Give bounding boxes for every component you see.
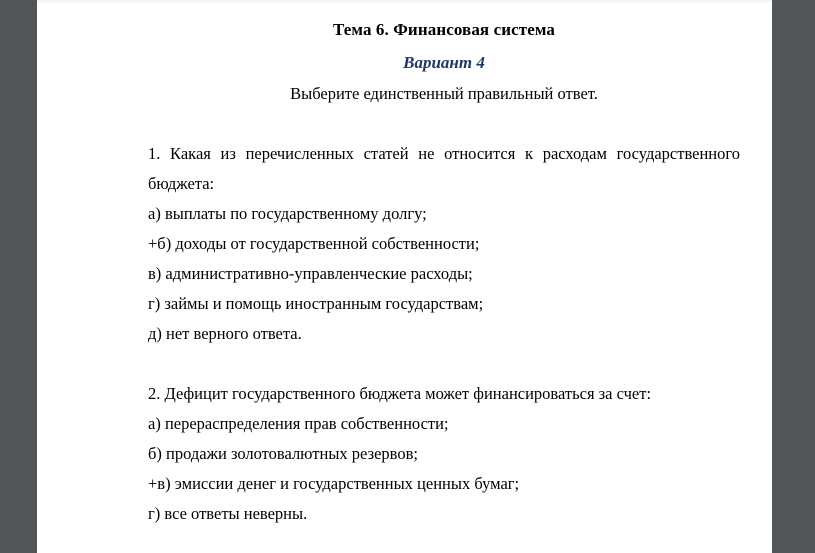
page-title: Тема 6. Финансовая система: [332, 20, 556, 39]
paragraph-spacer: [148, 349, 740, 379]
question-stem: 2. Дефицит государственного бюджета может финансироваться за счет:: [148, 384, 652, 403]
answer-option: д) нет верного ответа.: [148, 324, 302, 343]
document-page: [37, 0, 772, 553]
answer-option: а) перераспределения прав собственности;: [148, 414, 449, 433]
question-block: [148, 379, 740, 529]
question-block: [148, 139, 740, 349]
answer-option: в) административно-управленческие расходы;: [148, 264, 473, 283]
answer-option: а) выплаты по государственному долгу;: [148, 204, 427, 223]
answer-option: +в) эмиссии денег и государственных ценных бумаг;: [148, 474, 520, 493]
variant-heading: Вариант 4: [403, 53, 485, 72]
answer-option: +б) доходы от государственной собственности;: [148, 234, 480, 253]
question-stem: 1. Какая из перечисленных статей не относится к расходам государственного бюджета:: [148, 144, 740, 193]
answer-option: г) все ответы неверны.: [148, 504, 308, 523]
document-content: [148, 0, 740, 529]
answer-option: г) займы и помощь иностранным государствам;: [148, 294, 484, 313]
instruction-text: Выберите единственный правильный ответ.: [290, 84, 598, 103]
answer-option: б) продажи золотовалютных резервов;: [148, 444, 418, 463]
